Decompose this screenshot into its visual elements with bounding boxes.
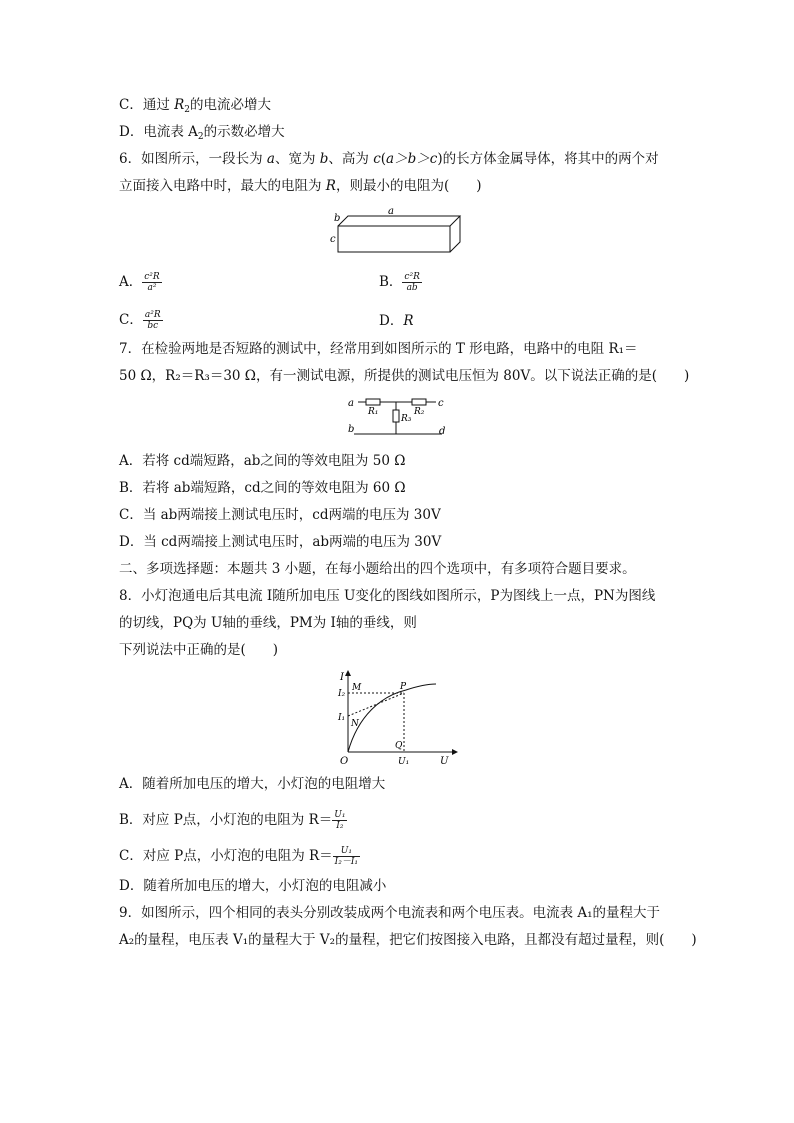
q9-stem-line2: A₂的量程，电压表 V₁的量程大于 V₂的量程，把它们按图接入电路，且都没有超过量程，则( ) [119,932,697,948]
q6-option-c: C． $\frac{\text{a²R}}{bc}$ [119,310,161,331]
label-i2: I₂ [338,689,346,699]
q9-stem-line1: 9．如图所示，四个相同的表头分别改装成两个电流表和两个电压表。电流表 A₁的量程大于 [119,905,661,921]
q6-cuboid-figure [328,204,468,256]
fig-node-c: c [438,398,444,409]
label-i1: I₁ [338,713,346,723]
q8-option-d: D．随着所加电压的增大，小灯泡的电阻减小 [119,878,387,894]
label-m: M [352,683,362,693]
q7-option-a: A．若将 cd端短路，ab之间的等效电阻为 50 Ω [119,453,406,469]
q6-stem-line2: 立面接入电路中时，最大的电阻为 R，则最小的电阻为( ) [119,178,482,194]
q7-stem-line2: 50 Ω，R₂＝R₃＝30 Ω，有一测试电源，所提供的测试电压恒为 80V。以下说法正确的是( ) [119,368,690,384]
fig-node-a: a [348,398,354,409]
fig-label-r2: R₂ [414,407,425,417]
label-n: N [351,719,359,729]
fig-node-d: d [439,426,446,437]
q5-option-c: C．通过 $R_2$的电流必增大 [119,97,272,115]
fig-node-b: b [348,424,355,435]
q8-stem-line3: 下列说法中正确的是( ) [119,642,279,658]
fig-label-b: b [334,213,341,224]
q8-stem-line2: 的切线，PQ为 U轴的垂线，PM为 I轴的垂线，则 [119,615,417,631]
q6-option-d: D．R [379,313,414,329]
q8-option-a: A．随着所加电压的增大，小灯泡的电阻增大 [119,776,386,792]
q8-iu-graph-figure [336,666,460,768]
q7-option-c: C．当 ab两端接上测试电压时，cd两端的电压为 30V [119,507,441,523]
fig-label-r3: R₃ [401,414,412,424]
axis-label-i: I [340,672,344,683]
q7-stem-line1: 7．在检验两地是否短路的测试中，经常用到如图所示的 T 形电路，电路中的电阻 R₁＝ [119,341,638,357]
fig-label-r1: R₁ [368,407,379,417]
q7-option-d: D．当 cd两端接上测试电压时，ab两端的电压为 30V [119,534,442,550]
fig-label-c: c [330,234,336,245]
q8-option-c: C．对应 P点，小灯泡的电阻为 R＝ $\frac{\text{U₁}}{\text{I₂－I₁}}$ [119,846,358,867]
label-u1: U₁ [398,757,410,767]
section-heading-multiple-choice: 二、多项选择题：本题共 3 小题，在每小题给出的四个选项中，有多项符合题目要求。 [119,561,636,577]
q6-option-a: A． $\frac{\text{c²R}}{\text{a²}}$ [119,272,160,293]
q6-stem-line1: 6．如图所示，一段长为 a、宽为 b、高为 c(a＞b＞c)的长方体金属导体，将其中的两个对 [119,151,659,167]
q8-option-b: B．对应 P点，小灯泡的电阻为 R＝ $\frac{\text{U₁}}{\text{I₂}}$ [119,810,346,831]
q7-option-b: B．若将 ab端短路，cd之间的等效电阻为 60 Ω [119,480,406,496]
label-p: P [400,682,407,692]
fig-label-a: a [388,206,394,217]
q5-option-d: D．电流表 $A_2$的示数必增大 [119,124,285,142]
q8-stem-line1: 8．小灯泡通电后其电流 I随所加电压 U变化的图线如图所示，P为图线上一点，PN为图线 [119,588,656,604]
q7-t-circuit-figure [344,392,454,440]
label-q: Q [395,741,403,751]
q6-option-b: B． $\frac{\text{c²R}}{ab}$ [379,272,420,293]
axis-label-u: U [440,756,449,767]
origin-label: O [340,756,349,767]
